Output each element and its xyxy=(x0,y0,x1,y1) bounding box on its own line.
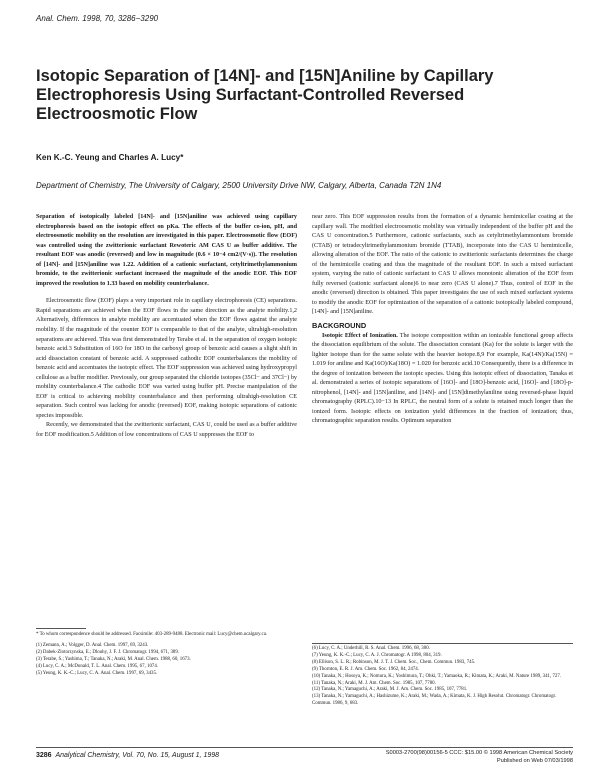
journal-reference: Anal. Chem. 1998, 70, 3286−3290 xyxy=(36,14,159,23)
footer-rule xyxy=(36,747,573,748)
footer-publication xyxy=(340,749,573,765)
reference-item: (2) Dabek-Zlotorzynska, E.; Dlouhy, J. F. J. Chromatogr. 1994, 671, 389. xyxy=(36,649,180,655)
reference-item: (4) Lucy, C. A.; McDonald, T. L. Anal. Chem. 1995, 67, 1074. xyxy=(36,663,159,669)
left-footnotes xyxy=(36,632,297,677)
published-date: Published on Web 07/03/1998 xyxy=(496,758,573,764)
author-list: Ken K.-C. Yeung and Charles A. Lucy* xyxy=(36,153,184,162)
body-paragraph: near zero. This EOF suppression results from the formation of a dynamic hemimicellar coating at the capillary wall. The modified electroosmotic mobility was virtually independent of the buffer pH and the CAS U concentration.5 Furthermore, cationic surfactants, such as cetyltrimethylammonium bromide (CTAB) or tetradecyltrimethylammonium bromide (TTAB), incorporate into the CAS U hemimicelle, allowing alteration of the EOF. The ratio of the cationic to zwitterionic surfactants determines the charge of the hemimicelle coating and thus the magnitude of the resultant EOF. In such a mixed surfactant system, varying the ratio of cationic surfactant to CAS U allows monotonic alteration of the EOF from fully reversed (cationic surfactant alone)6 to near zero (CAS U alone).7 Thus, control of EOF in the anodic (reversed) direction is obtained. This paper investigates the use of such mixed surfactant systems to modify the anodic EOF for optimization of the separation of a cationic isotopically labeled compound, [14N]- and [15N]aniline. xyxy=(312,214,573,316)
references-divider xyxy=(312,643,573,644)
journal-citation: Analytical Chemistry, Vol. 70, No. 15, August 1, 1998 xyxy=(55,752,220,759)
doi-price: S0003-2700(98)00156-5 CCC: $15.00 © 1998 American Chemical Society xyxy=(385,750,573,756)
reference-item: (1) Zemann, A.; Volgger, D. Anal. Chem. 1997, 69, 3243. xyxy=(36,642,149,648)
article-title: Isotopic Separation of [14N]- and [15N]Aniline by Capillary Electrophoresis Using Surfactant-Controlled Reversed Electroosmotic Flow xyxy=(36,67,494,123)
abstract: Separation of isotopically labeled [14N]- and [15N]aniline was achieved using capillary electrophoresis based on the isotopic effect on pKa. The effects of the buffer co-ion, pH, and electroosmotic mobility on the resolution are investigated in this paper. Electroosmotic flow (EOF) was controlled using the zwitterionic surfactant Rewoteric AM CAS U as buffer additive. The resultant EOF was anodic (reversed) and low in magnitude (0.6 × 10−4 cm2/(V·s)). The resolution of [14N]- and [15N]aniline was 1.22. Addition of a cationic surfactant, cetyltrimethylammonium bromide, to the zwitterionic surfactant increased the magnitude of the anodic EOF. This EOF improved the resolution to 1.33 based on mobility counterbalance. xyxy=(36,214,297,287)
reference-item: (7) Yeung, K. K.-C.; Lucy, C. A. J. Chromatogr. A 1998, 804, 319. xyxy=(312,652,442,658)
affiliation: Department of Chemistry, The University of Calgary, 2500 University Drive NW, Calgary, Alberta, Canada T2N 1N4 xyxy=(36,181,442,190)
footnote-divider xyxy=(36,628,86,629)
reference-item: (5) Yeung, K. K.-C.; Lucy, C. A. Anal. Chem. 1997, 69, 3435. xyxy=(36,670,158,676)
reference-list xyxy=(312,646,573,708)
reference-item: (10) Tanaka, N.; Hosoya, K.; Nomura, K.; Yoshimura, T.; Ohki, T.; Yamaoka, R.; Kimata, K.; Araki, M. Nature 1989, 341, 727. xyxy=(312,673,562,679)
section-heading: BACKGROUND xyxy=(312,321,367,331)
reference-list xyxy=(36,643,297,678)
reference-item: (11) Tanaka, N.; Araki, M. J. Am. Chem. Soc. 1985, 107, 7780. xyxy=(312,680,436,686)
reference-item: (13) Tanaka, N.; Yamaguchi, A.; Hashizume, K.; Araki, M.; Wada, A.; Kimata, K. J. High Resolut. Chromatogr. Chromatogr. Commun. 1986, 9, 683. xyxy=(312,694,557,707)
runin-heading: Isotopic Effect of Ionization. xyxy=(322,332,398,339)
reference-item: (3) Terabe, S.; Yashima, T.; Tanaka, N.; Araki, M. Anal. Chem. 1988, 60, 1673. xyxy=(36,656,191,662)
body-paragraph: Recently, we demonstrated that the zwitterionic surfactant, CAS U, could be used as a buffer additive for EOF modification.5 Addition of low concentrations of CAS U suppresses the EOF to xyxy=(36,422,297,439)
body-paragraph: Electroosmotic flow (EOF) plays a very important role in capillary electrophoresis (CE) separations. Rapid separations are achieved when the EOF flows in the same direction as the analyte mobility.1,2 Alternatively, differences in analyte mobility are accentuated when the EOF flows against the analyte mobility. If the magnitude of the counter EOF is comparable to that of the analyte, ultrahigh-resolution separations are achieved. This was first demonstrated by Terabe et al. in the separation of oxygen isotopic benzoic acid.3 Substitution of 16O for 18O in the carboxyl group of benzoic acid causes a slight shift in acid dissociation constant of benzoic acid. A suppressed cathodic EOF counterbalances the mobility of benzoic acid and accentuates the isotopic effect. The EOF suppression was achieved using hydroxypropyl cellulose as a buffer modifier. Previously, our group separated the chloride isotopes (35Cl− and 37Cl−) by mobility counterbalance.4 The cathodic EOF was varied using buffer pH. Precise manipulation of the EOF is critical to achieving mobility counterbalance and then performing ultrahigh-resolution CE separation. Such control was lacking for anodic (reversed) EOF, making isotopic separations of cationic species impossible. xyxy=(36,298,297,419)
reference-item: (6) Lucy, C. A.; Underhill, R. S. Anal. Chem. 1996, 68, 300. xyxy=(312,646,430,651)
correspondence-note: * To whom correspondence should be addressed. Facsimile: 403-289-9488. Electronic mail: Lucy@chem.ucalgary.ca. xyxy=(36,632,268,637)
reference-item: (8) Ellison, S. L. R.; Robinson, M. J. T. J. Chem. Soc., Chem. Commun. 1983, 745. xyxy=(312,659,476,665)
background-text: The isotope composition within an ionizable functional group affects the dissociation equilibrium of the solute. The dissociation constant (Ka) for the solute is larger with the lighter isotope than for the same solute with the heavier isotope.8,9 For example, Ka(14N)/Ka(15N) = 1.019 for aniline and Ka(16O)/Ka(18O) = 1.020 for benzoic acid.10 Consequently, there is a difference in the degree of ionization between the isotopic species. Using this isotopic effect of dissociation, Tanaka et al. demonstrated a series of isotopic separations of [16O]- and [18O]-benzoic acid, [16O]- and [18O]-p-nitrophenol, [14N]- and [15N]aniline, and [14N]- and [15N]dimethylaniline using reversed-phase liquid chromatography (RPLC).10−13 In RPLC, the neutral form of a solute is retained much longer than the ionized form. Isotopic effects on ionization yield differences in the fraction of ionization; thus, chromatographic separation results. Optimum separation xyxy=(312,332,573,425)
right-references xyxy=(312,646,573,708)
reference-item: (12) Tanaka, N.; Yamaguchi, A.; Araki, M. J. Am. Chem. Soc. 1985, 107, 7781. xyxy=(312,687,468,693)
right-column xyxy=(312,213,573,427)
footer-citation xyxy=(36,752,219,759)
background-paragraph xyxy=(312,332,573,427)
page-number: 3286 xyxy=(36,752,52,759)
left-column xyxy=(36,213,297,441)
reference-item: (9) Thornton, E. R. J. Am. Chem. Soc. 1962, 84, 2474. xyxy=(312,666,419,672)
